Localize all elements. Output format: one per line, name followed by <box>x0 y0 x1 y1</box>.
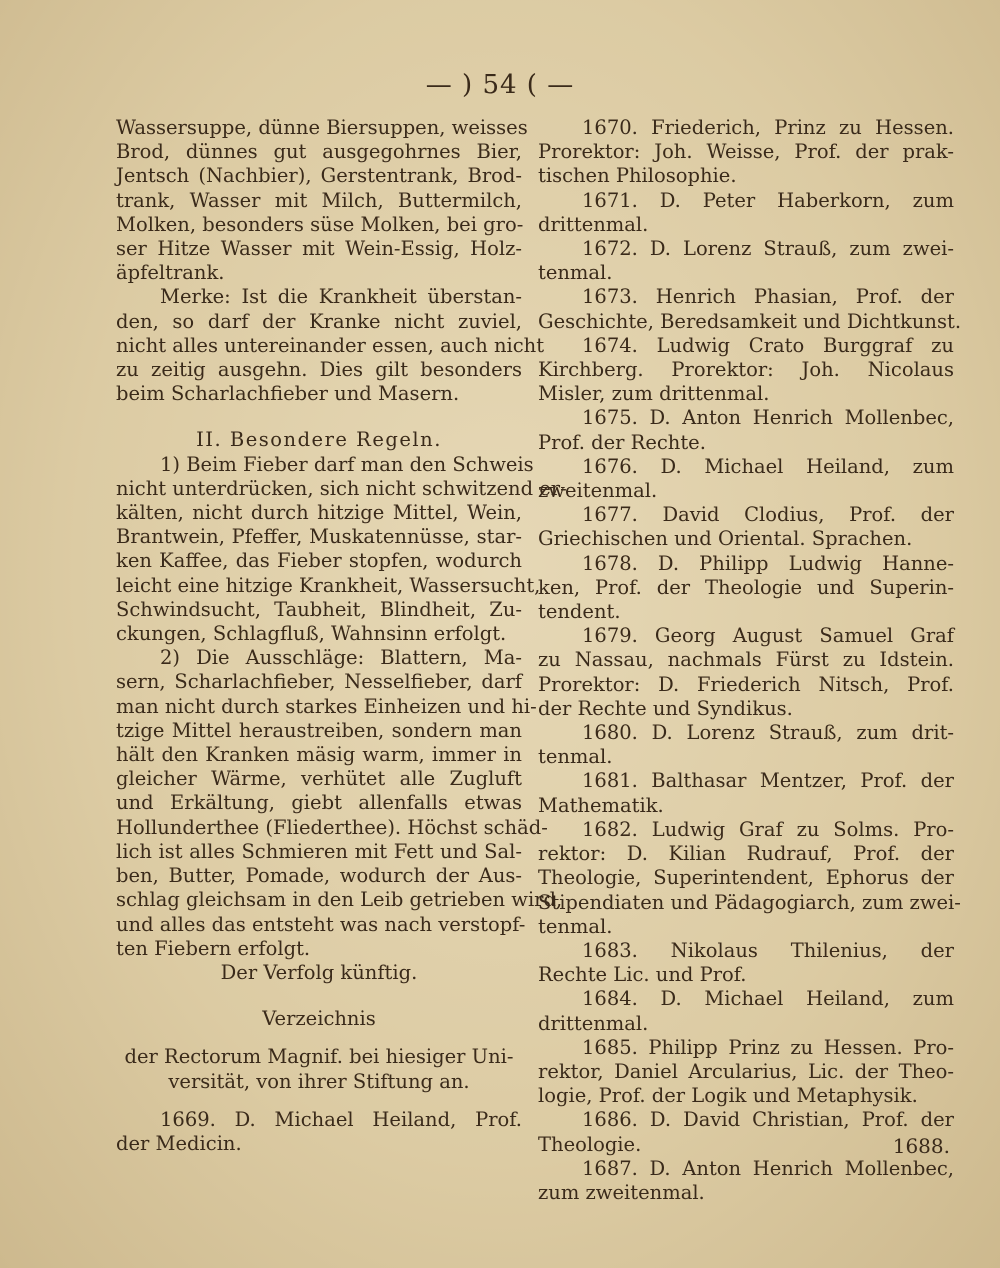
text-line: Wassersuppe, dünne Biersuppen, weisses <box>116 116 528 139</box>
text-line: und alles das entsteht was nach verstopf- <box>116 912 526 936</box>
text-line: tenmal. <box>538 745 613 769</box>
rector-entry <box>538 285 962 333</box>
text-line: 1) Beim Fieber darf man den Schweis <box>160 452 534 476</box>
text-line: drittenmal. <box>538 1011 649 1035</box>
text-line: den, so darf der Kranke nicht zuviel, <box>116 309 522 333</box>
rector-entry <box>538 624 954 721</box>
text-line: zu zeitig ausgehn. Dies gilt besonders <box>116 358 522 382</box>
paragraph-diet-list <box>116 116 528 285</box>
text-line: rektor, Daniel Arcularius, Lic. der Theo- <box>538 1059 954 1083</box>
text-line: Mathematik. <box>538 793 664 817</box>
text-line: 1679. Georg August Samuel Graf <box>582 624 954 648</box>
text-line: Schwindsucht, Taubheit, Blindheit, Zu- <box>116 597 522 621</box>
rector-entry <box>538 769 954 817</box>
right-column <box>538 116 962 1205</box>
text-line: 1687. D. Anton Henrich Mollenbec, <box>582 1156 954 1180</box>
text-line: Stipendiaten und Pädagogiarch, zum zwei- <box>538 890 961 914</box>
rector-entry <box>538 503 954 551</box>
list-subtitle-line: versität, von ihrer Stiftung an. <box>168 1069 470 1093</box>
text-line: Rechte Lic. und Prof. <box>538 963 747 987</box>
text-line: und Erkältung, giebt allenfalls etwas <box>116 791 522 815</box>
page-number: — ) 54 ( — <box>425 70 575 100</box>
text-line: 1680. D. Lorenz Strauß, zum drit- <box>582 721 954 745</box>
list-subtitle-line: der Rectorum Magnif. bei hiesiger Uni- <box>124 1045 514 1069</box>
text-line: Brantwein, Pfeffer, Muskatennüsse, star- <box>116 525 522 549</box>
text-line: der Rechte und Syndikus. <box>538 696 793 720</box>
text-line: ken, Prof. der Theologie und Superin- <box>538 575 954 599</box>
text-line: Jentsch (Nachbier), Gerstentrank, Brod- <box>116 164 522 188</box>
text-line: äpfeltrank. <box>116 261 225 285</box>
rector-entry <box>538 1108 954 1156</box>
text-line: man nicht durch starkes Einheizen und hi- <box>116 694 537 718</box>
text-line: 1675. D. Anton Henrich Mollenbec, <box>582 406 954 430</box>
text-line: Griechischen und Oriental. Sprachen. <box>538 527 913 551</box>
text-line: 1674. Ludwig Crato Burggraf zu <box>582 333 954 357</box>
text-line: Prorektor: D. Friederich Nitsch, Prof. <box>538 672 954 696</box>
paragraph-rule-2 <box>116 646 563 961</box>
text-line: trank, Wasser mit Milch, Buttermilch, <box>116 188 522 212</box>
left-column <box>116 116 567 1156</box>
rector-entry <box>538 939 954 987</box>
rector-entry <box>538 1157 954 1205</box>
text-line: 1678. D. Philipp Ludwig Hanne- <box>582 551 954 575</box>
text-line: ken Kaffee, das Fieber stopfen, wodurch <box>116 549 522 573</box>
text-line: beim Scharlachfieber und Masern. <box>116 382 460 406</box>
rector-entry <box>538 987 954 1035</box>
paragraph-rule-1 <box>116 452 567 647</box>
section-heading: II. Besondere Regeln. <box>196 428 442 452</box>
rector-entry <box>538 552 954 625</box>
rector-entry-1669 <box>116 1108 522 1156</box>
text-line: logie, Prof. der Logik und Metaphysik. <box>538 1084 918 1108</box>
text-line: leicht eine hitzige Krankheit, Wassersucht, <box>116 573 541 597</box>
text-line: Prorektor: Joh. Weisse, Prof. der prak- <box>538 140 954 164</box>
text-line: 1682. Ludwig Graf zu Solms. Pro- <box>582 817 954 841</box>
text-line: kälten, nicht durch hitzige Mittel, Wein, <box>116 501 522 525</box>
text-line: 1676. D. Michael Heiland, zum <box>582 454 954 478</box>
text-line: 1671. D. Peter Haberkorn, zum <box>582 188 954 212</box>
text-line: schlag gleichsam in den Leib getrieben wird, <box>116 888 563 912</box>
text-line: lich ist alles Schmieren mit Fett und Sal- <box>116 839 522 863</box>
text-line: tzige Mittel heraustreiben, sondern man <box>116 718 522 742</box>
text-line: 1677. David Clodius, Prof. der <box>582 503 954 527</box>
text-line: zweitenmal. <box>538 479 658 503</box>
rector-entry <box>538 116 954 189</box>
text-line: 1686. D. David Christian, Prof. der <box>582 1108 954 1132</box>
text-line: Brod, dünnes gut ausgegohrnes Bier, <box>116 140 522 164</box>
catchword: 1688. <box>892 1134 950 1158</box>
text-line: tendent. <box>538 600 621 624</box>
text-line: 1673. Henrich Phasian, Prof. der <box>582 285 954 309</box>
text-line: 1681. Balthasar Mentzer, Prof. der <box>582 769 954 793</box>
rector-entry <box>538 817 961 939</box>
rector-entry <box>538 189 954 237</box>
text-line: sern, Scharlachfieber, Nesselfieber, darf <box>116 670 522 694</box>
text-line: tenmal. <box>538 261 613 285</box>
text-line: ben, Butter, Pomade, wodurch der Aus- <box>116 864 522 888</box>
text-line: tischen Philosophie. <box>538 164 737 188</box>
text-line: zum zweitenmal. <box>538 1180 705 1204</box>
text-line: Misler, zum drittenmal. <box>538 382 770 406</box>
text-line: Merke: Ist die Krankheit überstan- <box>160 285 522 309</box>
text-line: drittenmal. <box>538 212 649 236</box>
rector-entry <box>538 237 954 285</box>
paragraph-note <box>116 285 545 406</box>
continued-note: Der Verfolg künftig. <box>220 960 418 984</box>
text-line: Geschichte, Beredsamkeit und Dichtkunst. <box>538 309 962 333</box>
text-line: Theologie. <box>538 1132 642 1156</box>
text-line: 1684. D. Michael Heiland, zum <box>582 987 954 1011</box>
text-line: 1669. D. Michael Heiland, Prof. <box>160 1107 522 1131</box>
text-line: tenmal. <box>538 914 613 938</box>
rector-entry <box>538 1036 954 1109</box>
text-line: 2) Die Ausschläge: Blattern, Ma- <box>160 646 522 670</box>
text-line: gleicher Wärme, verhütet alle Zugluft <box>116 767 522 791</box>
rector-entry <box>538 406 954 454</box>
text-line: zu Nassau, nachmals Fürst zu Idstein. <box>538 648 954 672</box>
text-line: ten Fiebern erfolgt. <box>116 936 311 960</box>
list-title: Verzeichnis <box>262 1007 376 1031</box>
text-line: nicht unterdrücken, sich nicht schwitzend er- <box>116 476 567 500</box>
text-line: ser Hitze Wasser mit Wein-Essig, Holz- <box>116 237 522 261</box>
text-line: Prof. der Rechte. <box>538 430 706 454</box>
text-line: ckungen, Schlagfluß, Wahnsinn erfolgt. <box>116 622 507 646</box>
text-line: 1672. D. Lorenz Strauß, zum zwei- <box>582 237 954 261</box>
text-line: der Medicin. <box>116 1131 242 1155</box>
rector-entry <box>538 721 954 769</box>
text-line: Hollunderthee (Fliederthee). Höchst schäd- <box>116 815 548 839</box>
text-line: hält den Kranken mäsig warm, immer in <box>116 743 522 767</box>
text-line: 1683. Nikolaus Thilenius, der <box>582 938 954 962</box>
text-line: Kirchberg. Prorektor: Joh. Nicolaus <box>538 358 954 382</box>
text-line: nicht alles untereinander essen, auch nicht <box>116 333 545 357</box>
text-line: Molken, besonders süse Molken, bei gro- <box>116 212 524 236</box>
text-line: 1685. Philipp Prinz zu Hessen. Pro- <box>582 1035 954 1059</box>
rector-entry <box>538 334 954 407</box>
text-line: rektor: D. Kilian Rudrauf, Prof. der <box>538 842 954 866</box>
text-line: Theologie, Superintendent, Ephorus der <box>538 866 954 890</box>
text-line: 1670. Friederich, Prinz zu Hessen. <box>582 116 954 139</box>
rector-entry <box>538 455 954 503</box>
